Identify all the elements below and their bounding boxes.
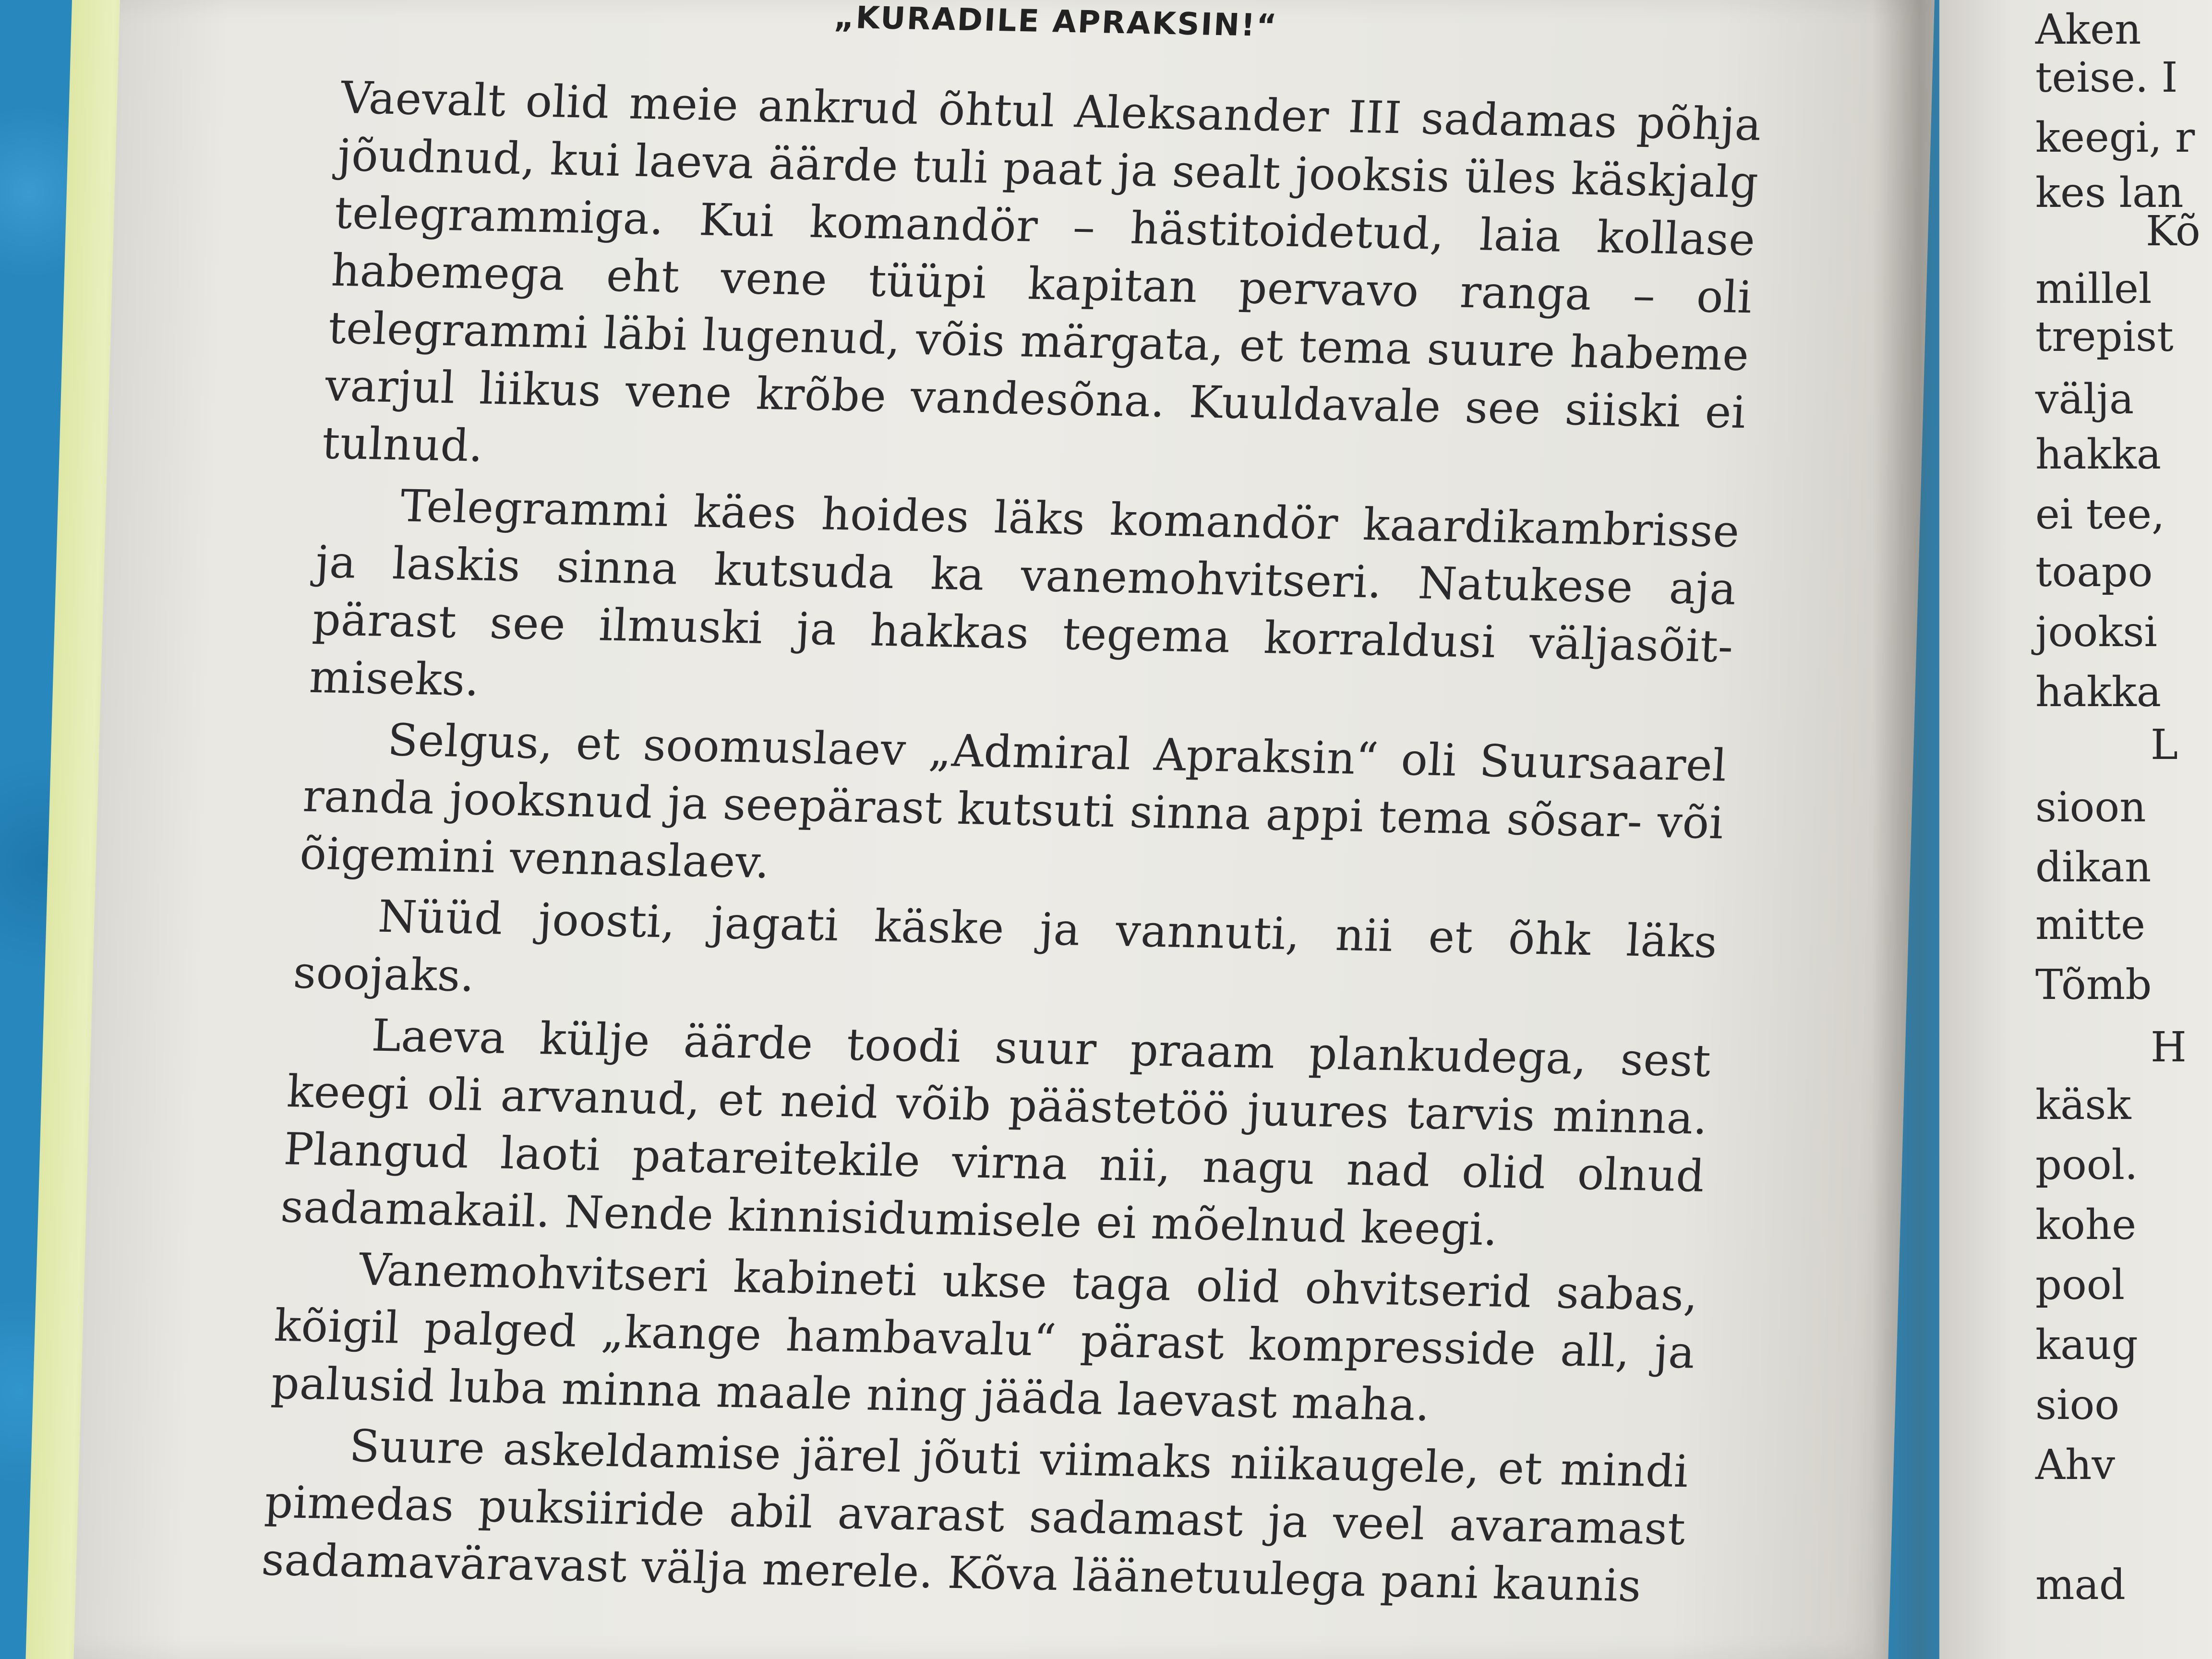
right-line: hakka xyxy=(2035,668,2162,716)
left-page-text xyxy=(260,0,1766,1620)
right-line: käsk xyxy=(2035,1081,2131,1129)
paragraph-6: Vanemohvitseri kabineti ukse taga olid ohvitserid sabas, kõigil palged „kange hambavalu“ pärast kompresside all, ja palusid luba minna maale ning jääda laevast maha. xyxy=(270,1244,1700,1431)
right-line: H xyxy=(2151,1023,2187,1071)
right-line: toapo xyxy=(2035,548,2153,596)
right-line: välja xyxy=(2035,375,2134,423)
right-line: Ahv xyxy=(2035,1441,2116,1489)
paragraph-4: Nüüd joosti, jagati käske ja vannuti, nii et õhk läks soojaks. xyxy=(292,890,1719,1002)
chapter-title: „KURADILE APRAKSIN!“ xyxy=(833,0,1279,44)
paragraph-2: Telegrammi käes hoides läks komandör kaardikambrisse ja laskis sinna kutsuda ka vanemohvitseri. Natukese aja pärast see ilmuski ja hakkas tegema korraldusi väljasõit-miseks. xyxy=(308,480,1741,706)
right-line: kaug xyxy=(2035,1321,2138,1369)
right-line: mitte xyxy=(2035,901,2146,949)
right-line: pool. xyxy=(2035,1141,2138,1189)
right-line: pool xyxy=(2035,1261,2125,1309)
right-line: teise. I xyxy=(2035,54,2178,102)
right-line: dikan xyxy=(2035,843,2152,891)
right-line: kohe xyxy=(2035,1201,2137,1249)
right-line: millel xyxy=(2035,265,2152,313)
right-line: ei tee, xyxy=(2035,491,2165,539)
right-line: Kõ xyxy=(2146,207,2200,255)
right-line: jooksi xyxy=(2035,608,2157,656)
right-line: sioon xyxy=(2035,783,2146,831)
right-line: trepist xyxy=(2035,313,2174,361)
paragraph-5: Laeva külje äärde toodi suur praam plankudega, sest keegi oli arvanud, et neid võib päästetöö juures tarvis minna. Plangud laoti patareitekile virna nii, nagu nad olid olnud sadamakail. Nende kinnisidumisele ei mõelnud keegi. xyxy=(279,1010,1712,1256)
right-line: kes lan xyxy=(2035,169,2184,217)
right-line: Tõmb xyxy=(2035,961,2152,1009)
right-line: keegi, r xyxy=(2035,114,2195,162)
paragraph-7: Suure askeldamise järel jõuti viimaks niikaugele, et mindi pimedas puksiiride abil avarast sadamast ja veel avaramast sadamaväravast välja merele. Kõva läänetuulega pani kaunis xyxy=(260,1420,1690,1612)
paragraph-3: Selgus, et soomuslaev „Admiral Apraksin“ oli Suursaarel randa jooksnud ja seepärast kutsuti sinna appi tema sõsar- või õigemini vennaslaev. xyxy=(298,714,1729,889)
paragraph-1: Vaevalt olid meie ankrud õhtul Aleksander III sadamas põhja jõudnud, kui laeva äärde tuli paat ja sealt jooksis üles käskjalg telegrammiga. Kui komandör – hästitoidetud, laia kollase habemega eht vene tüüpi kapitan pervavo ranga – oli telegrammi läbi lugenud, võis märgata, et tema suure habeme varjul liikus vene krõbe vandesõna. Kuuldavale see siiski ei tulnud. xyxy=(321,72,1763,472)
right-line: sioo xyxy=(2035,1381,2120,1429)
right-line: Aken xyxy=(2035,6,2141,54)
right-line: L xyxy=(2151,721,2178,769)
right-line: hakka xyxy=(2035,431,2162,479)
right-line: mad xyxy=(2035,1561,2126,1609)
